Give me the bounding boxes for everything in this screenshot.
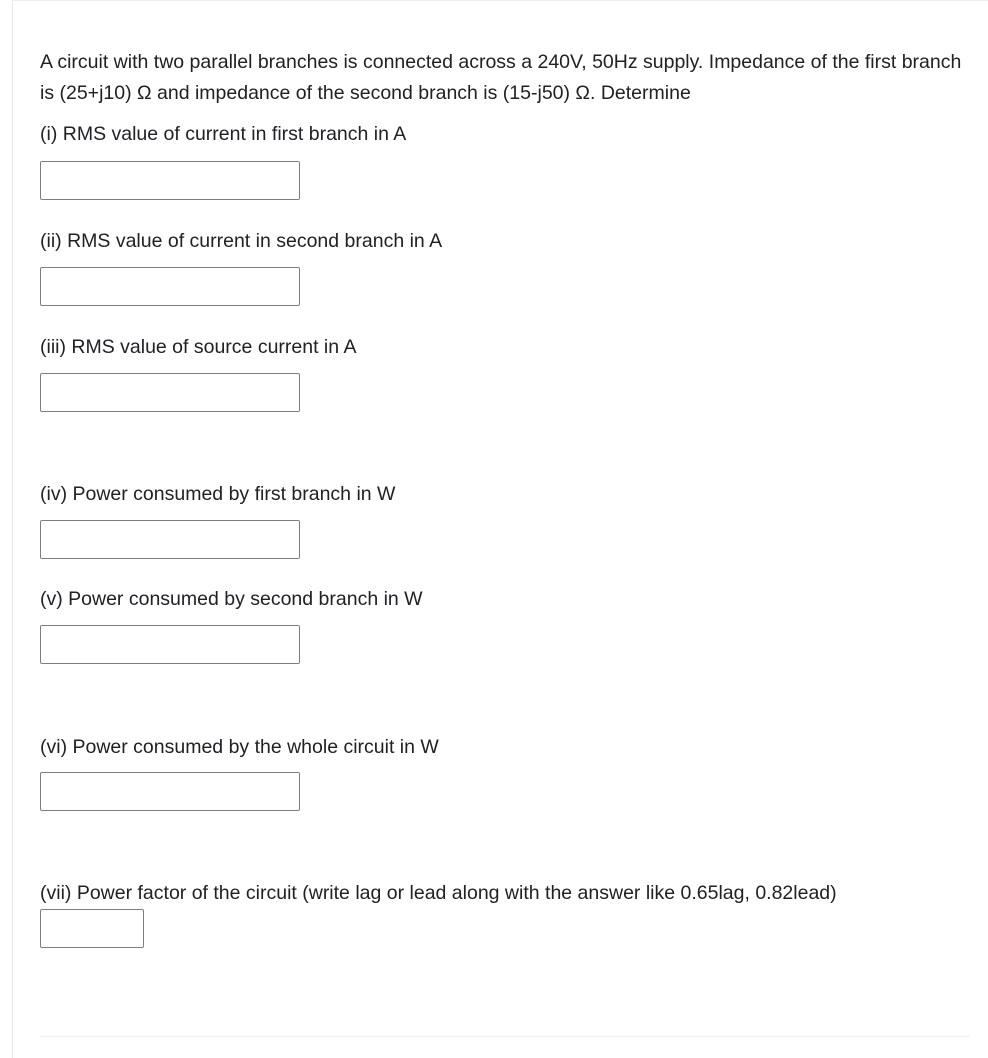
part-6-answer-input[interactable] <box>40 772 300 811</box>
part-2-answer-input[interactable] <box>40 267 300 306</box>
part-7-label: (vii) Power factor of the circuit (write lag or lead along with the answer like 0.65lag, 0.82lead) <box>40 882 837 904</box>
part-3-label: (iii) RMS value of source current in A <box>40 336 357 358</box>
part-1-label: (i) RMS value of current in first branch in A <box>40 123 407 145</box>
part-1-answer-input[interactable] <box>40 161 300 200</box>
question-text: A circuit with two parallel branches is connected across a 240V, 50Hz supply. Impedance of the first branch is (25+j10) Ω and impedance of the second branch is (15-j50) Ω. Determine <box>40 51 962 104</box>
part-7-answer-input[interactable] <box>40 909 144 948</box>
part-5-answer-input[interactable] <box>40 625 300 664</box>
part-4-label: (iv) Power consumed by first branch in W <box>40 483 396 505</box>
bottom-divider <box>40 1036 970 1037</box>
part-4-answer-input[interactable] <box>40 520 300 559</box>
part-2-label: (ii) RMS value of current in second branch in A <box>40 230 443 252</box>
part-5-label: (v) Power consumed by second branch in W <box>40 588 423 610</box>
part-6-label: (vi) Power consumed by the whole circuit in W <box>40 736 439 758</box>
part-3-answer-input[interactable] <box>40 373 300 412</box>
